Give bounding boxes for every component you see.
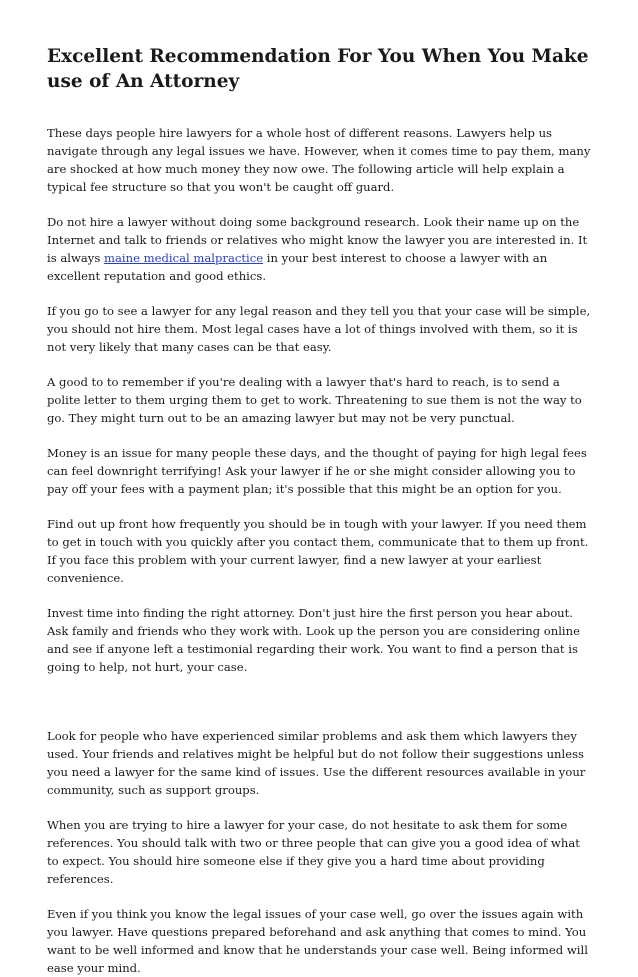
paragraph-7: Invest time into finding the right attorney. Don't just hire the first person you hear about. Ask family and friends who they work with. Look up the person you are considering online and see if anyone left a testimonial regarding their work. You want to find a person that is going to help, not hurt, your case. — [47, 606, 580, 674]
paragraph-3: If you go to see a lawyer for any legal reason and they tell you that your case will be simple, you should not hire them. Most legal cases have a lot of things involved with them, so it is not very likely that many cases can be that easy. — [47, 304, 591, 354]
paragraph-5: Money is an issue for many people these days, and the thought of paying for high legal fees can feel downright terrifying! Ask your lawyer if he or she might consider allowing you to pay off your fees with a payment plan; it's possible that this might be an option for you. — [47, 446, 587, 496]
paragraph-1: These days people hire lawyers for a whole host of different reasons. Lawyers help us navigate through any legal issues we have. However, when it comes time to pay them, many are shocked at how much money they now owe. The following article will help explain a typical fee structure so that you won't be caught off guard. — [47, 126, 591, 194]
paragraph-4: A good to to remember if you're dealing with a lawyer that's hard to reach, is to send a polite letter to them urging them to get to work. Threatening to sue them is not the way to go. They might turn out to be an amazing lawyer but may not be very punctual. — [47, 375, 582, 425]
maine-medical-malpractice-link[interactable]: maine medical malpractice — [103, 251, 264, 265]
paragraph-9: When you are trying to hire a lawyer for your case, do not hesitate to ask them for some references. You should talk with two or three people that can give you a good idea of what to expect. You should hire someone else if they give you a hard time about providing references. — [47, 818, 580, 886]
paragraph-2-text-before: Do not hire a lawyer without doing some background research. Look their name up on the Internet and talk to friends or relatives who might know the lawyer you are interested in. It is always — [47, 215, 588, 265]
paragraph-10: Even if you think you know the legal issues of your case well, go over the issues again with you lawyer. Have questions prepared beforehand and ask anything that comes to mind. You want to be well informed and know that he understands your case well. Being informed will ease your mind. — [47, 907, 588, 975]
paragraph-2 — [47, 213, 593, 285]
article-title: Excellent Recommendation For You When You Make use of An Attorney — [47, 46, 589, 92]
paragraph-6: Find out up front how frequently you should be in tough with your lawyer. If you need them to get in touch with you quickly after you contact them, communicate that to them up front. If you face this problem with your current lawyer, find a new lawyer at your earliest convenience. — [47, 517, 589, 585]
paragraph-8: Look for people who have experienced similar problems and ask them which lawyers they used. Your friends and relatives might be helpful but do not follow their suggestions unless you need a lawyer for the same kind of issues. Use the different resources available in your community, such as support groups. — [47, 729, 586, 797]
paragraph-2-text-after: in your best interest to choose a lawyer with an excellent reputation and good ethics. — [47, 251, 548, 283]
